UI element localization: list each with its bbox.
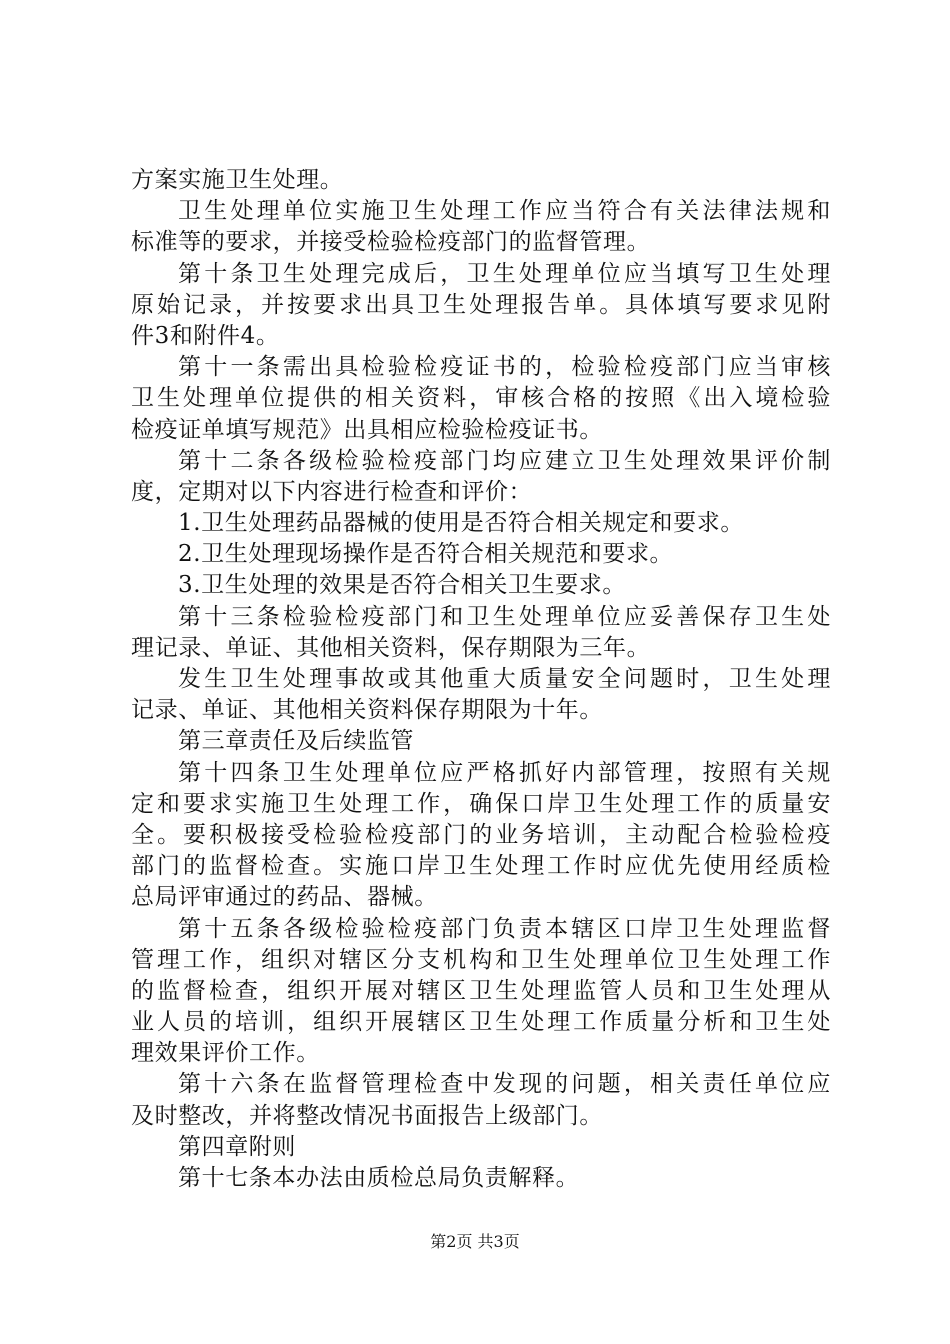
text-line: 定和要求实施卫生处理工作，确保口岸卫生处理工作的质量安	[131, 790, 831, 817]
text-line: 理记录、单证、其他相关资料，保存期限为三年。	[131, 634, 651, 661]
text-line: 第十条卫生处理完成后，卫生处理单位应当填写卫生处理	[178, 260, 831, 287]
text-line: 记录、单证、其他相关资料保存期限为十年。	[131, 697, 603, 724]
text-line: 2.卫生处理现场操作是否符合相关规范和要求。	[178, 541, 674, 568]
text-line: 业人员的培训，组织开展辖区卫生处理工作质量分析和卫生处	[131, 1009, 831, 1036]
text-line: 第三章责任及后续监管	[178, 728, 414, 755]
text-line: 第十五条各级检验检疫部门负责本辖区口岸卫生处理监督	[178, 915, 831, 942]
page-footer: 第2页 共3页	[430, 1232, 520, 1251]
text-line: 发生卫生处理事故或其他重大质量安全问题时，卫生处理	[178, 666, 831, 692]
text-line: 方案实施卫生处理。	[131, 167, 344, 193]
text-line: 的监督检查，组织开展对辖区卫生处理监管人员和卫生处理从	[131, 977, 831, 1004]
text-line: 1.卫生处理药品器械的使用是否符合相关规定和要求。	[178, 510, 744, 537]
text-line: 理效果评价工作。	[131, 1040, 320, 1067]
text-line: 第十七条本办法由质检总局负责解释。	[178, 1165, 580, 1191]
text-line: 卫生处理单位提供的相关资料，审核合格的按照《出入境检验	[131, 385, 831, 412]
document-body	[131, 165, 831, 1194]
text-line: 件3和附件4。	[131, 322, 280, 349]
text-line: 第十二条各级检验检疫部门均应建立卫生处理效果评价制	[178, 447, 831, 474]
text-line: 部门的监督检查。实施口岸卫生处理工作时应优先使用经质检	[131, 853, 831, 880]
text-line: 总局评审通过的药品、器械。	[131, 884, 438, 911]
text-line: 检疫证单填写规范》出具相应检验检疫证书。	[131, 416, 603, 443]
text-line: 度，定期对以下内容进行检查和评价：	[131, 478, 533, 505]
text-line: 管理工作，组织对辖区分支机构和卫生处理单位卫生处理工作	[131, 946, 831, 973]
text-line: 原始记录，并按要求出具卫生处理报告单。具体填写要求见附	[131, 291, 831, 318]
text-line: 标准等的要求，并接受检验检疫部门的监督管理。	[131, 229, 651, 256]
text-line: 第十六条在监督管理检查中发现的问题，相关责任单位应	[178, 1071, 831, 1098]
text-line: 及时整改，并将整改情况书面报告上级部门。	[131, 1102, 603, 1129]
text-line: 3.卫生处理的效果是否符合相关卫生要求。	[178, 572, 626, 599]
text-line: 第十四条卫生处理单位应严格抓好内部管理，按照有关规	[178, 759, 831, 786]
text-line: 第四章附则	[178, 1133, 296, 1160]
text-line: 全。要积极接受检验检疫部门的业务培训，主动配合检验检疫	[131, 821, 831, 848]
text-line: 卫生处理单位实施卫生处理工作应当符合有关法律法规和	[178, 198, 831, 225]
text-line: 第十三条检验检疫部门和卫生处理单位应妥善保存卫生处	[178, 603, 831, 630]
text-line: 第十一条需出具检验检疫证书的，检验检疫部门应当审核	[178, 354, 831, 381]
